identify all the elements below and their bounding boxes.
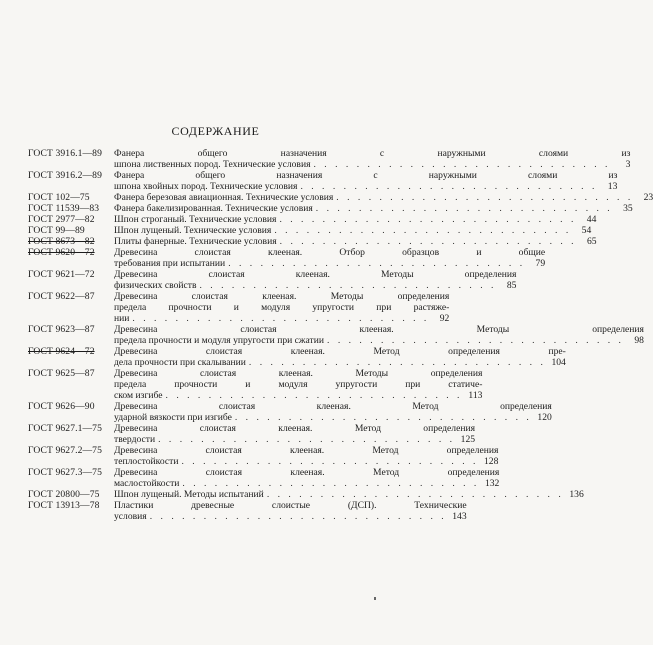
toc-entry <box>28 148 631 170</box>
entry-line-text: условия <box>114 511 147 522</box>
page-number: 44 <box>586 214 597 225</box>
leader-dots: . . . . . . . . . . . . . . . . . . . . . . . . . . . . <box>248 357 546 368</box>
entry-description <box>114 269 516 291</box>
standard-code: ГОСТ 9625—87 <box>28 368 95 379</box>
entry-description <box>114 346 566 368</box>
toc-entry <box>28 214 597 225</box>
entry-description <box>114 500 467 522</box>
entry-line <box>114 346 566 357</box>
standard-code: ГОСТ 11539—83 <box>28 203 100 214</box>
leader-dots: . . . . . . . . . . . . . . . . . . . . . . . . . . . . <box>274 225 572 236</box>
standard-code: ГОСТ 9627.2—75 <box>28 445 102 456</box>
standard-code: ГОСТ 9626—90 <box>28 401 95 412</box>
entry-description <box>114 236 597 247</box>
entry-line-text: физических свойств <box>114 280 197 291</box>
entry-line <box>114 269 516 280</box>
entry-line <box>114 324 644 335</box>
toc-entry <box>28 203 633 214</box>
standard-code: ГОСТ 9623—87 <box>28 324 95 335</box>
entry-line-text: теплостойкости <box>114 456 179 467</box>
entry-line-text: маслостойкости <box>114 478 180 489</box>
entry-description <box>114 423 475 445</box>
entry-line-text: Древесина слоистая клееная. Метод определения <box>114 401 552 412</box>
entry-line <box>114 258 545 269</box>
leader-dots: . . . . . . . . . . . . . . . . . . . . . . . . . . . . <box>336 192 634 203</box>
leader-dots: . . . . . . . . . . . . . . . . . . . . . . . . . . . . <box>279 214 577 225</box>
entry-description <box>114 445 498 467</box>
entry-line-text: ском изгибе <box>114 390 163 401</box>
entry-line <box>114 390 482 401</box>
entry-line-text: Шпон строганый. Технические условия <box>114 214 277 225</box>
leader-dots: . . . . . . . . . . . . . . . . . . . . . . . . . . . . <box>300 181 598 192</box>
entry-description <box>114 214 596 225</box>
entry-line-text: нии <box>114 313 130 324</box>
entry-line-text: предела прочности и модуля упругости при растяже- <box>114 302 450 313</box>
page-number: 143 <box>452 511 467 522</box>
entry-description <box>114 368 482 401</box>
entry-line-text: Древесина слоистая клееная. Отбор образцов и общие <box>114 247 546 258</box>
entry-line <box>114 280 516 291</box>
entry-line-text: Шпон лущеный. Технические условия <box>114 225 272 236</box>
entry-line-text: дела прочности при скалывании <box>114 357 246 368</box>
entry-line <box>114 401 552 412</box>
entry-line-text: твердости <box>114 434 156 445</box>
page-number: 35 <box>623 203 633 214</box>
standard-code: ГОСТ 9621—72 <box>28 269 95 280</box>
entry-description <box>114 203 633 214</box>
entry-description <box>114 148 630 170</box>
entry-description <box>114 489 584 500</box>
page-number: 92 <box>439 313 450 324</box>
entry-line <box>114 357 566 368</box>
page-number: 79 <box>535 258 546 269</box>
table-of-contents <box>28 148 653 522</box>
leader-dots: . . . . . . . . . . . . . . . . . . . . . . . . . . . . <box>234 412 532 423</box>
toc-entry <box>28 225 592 236</box>
entry-line <box>114 335 644 346</box>
toc-entry <box>28 423 476 445</box>
standard-code: ГОСТ 99—89 <box>28 225 85 236</box>
entry-line <box>114 379 482 390</box>
leader-dots: . . . . . . . . . . . . . . . . . . . . . . . . . . . . <box>165 390 463 401</box>
entry-line <box>114 445 498 456</box>
standard-code: ГОСТ 9627.1—75 <box>28 423 102 434</box>
toc-entry <box>28 489 584 500</box>
entry-description <box>114 247 545 269</box>
entry-line <box>114 148 630 159</box>
entry-line <box>114 467 499 478</box>
entry-description <box>114 291 449 324</box>
standard-code: ГОСТ 8673—82 <box>28 236 95 247</box>
entry-line-text: Древесина слоистая клееная. Методы определения <box>114 324 644 335</box>
standard-code: ГОСТ 9627.3—75 <box>28 467 102 478</box>
page-number: 104 <box>551 357 566 368</box>
standard-code: ГОСТ 9622—87 <box>28 291 95 302</box>
toc-entry <box>28 236 597 247</box>
entry-description <box>114 192 653 203</box>
standard-code: ГОСТ 102—75 <box>28 192 90 203</box>
standard-code: ГОСТ 13913—78 <box>28 500 100 511</box>
entry-line <box>114 423 475 434</box>
standard-code: ГОСТ 3916.1—89 <box>28 148 102 159</box>
leader-dots: . . . . . . . . . . . . . . . . . . . . . . . . . . . . <box>182 478 480 489</box>
entry-line-text: Шпон лущеный. Методы испытаний <box>114 489 264 500</box>
page-number: 125 <box>460 434 476 445</box>
toc-entry <box>28 324 644 346</box>
entry-line-text: предела прочности и модуля упругости при сжатии <box>114 335 325 346</box>
entry-line <box>114 170 617 181</box>
standard-code: ГОСТ 3916.2—89 <box>28 170 102 181</box>
entry-line <box>114 181 617 192</box>
toc-entry <box>28 500 467 522</box>
leader-dots: . . . . . . . . . . . . . . . . . . . . . . . . . . . . <box>315 203 613 214</box>
entry-description <box>114 225 591 236</box>
entry-line-text: Фанера общего назначения с наружными слоями из <box>114 170 618 181</box>
entry-line <box>114 236 597 247</box>
entry-line <box>114 412 552 423</box>
toc-entry <box>28 445 499 467</box>
page-number: 65 <box>586 236 597 247</box>
leader-dots: . . . . . . . . . . . . . . . . . . . . . . . . . . . . <box>228 258 526 269</box>
entry-line <box>114 192 653 203</box>
leader-dots: . . . . . . . . . . . . . . . . . . . . . . . . . . . . <box>132 313 430 324</box>
entry-line <box>114 489 584 500</box>
entry-line-text: шпона лиственных пород. Технические условия <box>114 159 311 170</box>
entry-line <box>114 313 449 324</box>
entry-line-text: Древесина слоистая клееная. Метод определения <box>114 467 500 478</box>
toc-entry <box>28 170 618 192</box>
entry-line <box>114 500 467 511</box>
entry-line <box>114 214 596 225</box>
entry-line <box>114 478 499 489</box>
toc-entry <box>28 401 552 423</box>
page-number: 128 <box>484 456 499 467</box>
page-number: 3 <box>625 159 631 170</box>
entry-line-text: Древесина слоистая клееная. Метод определения <box>114 445 499 456</box>
standard-code: ГОСТ 20800—75 <box>28 489 100 500</box>
leader-dots: . . . . . . . . . . . . . . . . . . . . . . . . . . . . <box>199 280 497 291</box>
entry-line <box>114 159 630 170</box>
entry-line <box>114 291 449 302</box>
leader-dots: . . . . . . . . . . . . . . . . . . . . . . . . . . . . <box>327 335 624 346</box>
page-number: 136 <box>569 489 584 500</box>
page-number: 54 <box>581 225 592 236</box>
entry-description <box>114 401 552 423</box>
toc-entry <box>28 247 546 269</box>
entry-line <box>114 225 591 236</box>
scan-speck <box>374 597 376 600</box>
page-number: 98 <box>634 335 644 346</box>
entry-line <box>114 302 449 313</box>
toc-entry <box>28 192 653 203</box>
entry-description <box>114 467 499 489</box>
entry-line-text: Древесина слоистая клееная. Методы определения <box>114 291 450 302</box>
entry-line-text: Древесина слоистая клееная. Методы определения <box>114 269 517 280</box>
toc-entry <box>28 269 517 291</box>
entry-line-text: ударной вязкости при изгибе <box>114 412 232 423</box>
standard-code: ГОСТ 2977—82 <box>28 214 95 225</box>
entry-line <box>114 247 545 258</box>
toc-entry <box>28 291 450 324</box>
page-number: 13 <box>607 181 618 192</box>
entry-line-text: шпона хвойных пород. Технические условия <box>114 181 298 192</box>
toc-entry <box>28 368 483 401</box>
entry-line-text: требования при испытании <box>114 258 226 269</box>
page-number: 85 <box>506 280 517 291</box>
page-number: 113 <box>468 390 483 401</box>
leader-dots: . . . . . . . . . . . . . . . . . . . . . . . . . . . . <box>158 434 456 445</box>
leader-dots: . . . . . . . . . . . . . . . . . . . . . . . . . . . . <box>279 236 577 247</box>
entry-line-text: Пластики древесные слоистые (ДСП). Технические <box>114 500 467 511</box>
standard-code: ГОСТ 9624—72 <box>28 346 95 357</box>
entry-description <box>114 170 617 192</box>
leader-dots: . . . . . . . . . . . . . . . . . . . . . . . . . . . . <box>266 489 564 500</box>
page-number: 120 <box>537 412 552 423</box>
page-number: 132 <box>484 478 500 489</box>
leader-dots: . . . . . . . . . . . . . . . . . . . . . . . . . . . . <box>313 159 611 170</box>
entry-line-text: Древесина слоистая клееная. Методы определения <box>114 368 483 379</box>
entry-line-text: предела прочности и модуля упругости при статиче- <box>114 379 483 390</box>
entry-line-text: Фанера бакелизированная. Технические условия <box>114 203 313 214</box>
entry-line-text: Фанера общего назначения с наружными слоями из <box>114 148 631 159</box>
entry-description <box>114 324 644 346</box>
entry-line <box>114 456 498 467</box>
page-number: 23 <box>643 192 653 203</box>
standard-code: ГОСТ 9620—72 <box>28 247 95 258</box>
entry-line <box>114 434 475 445</box>
entry-line-text: Плиты фанерные. Технические условия <box>114 236 277 247</box>
leader-dots: . . . . . . . . . . . . . . . . . . . . . . . . . . . . <box>181 456 479 467</box>
entry-line <box>114 203 633 214</box>
toc-entry <box>28 467 500 489</box>
toc-entry <box>28 346 566 368</box>
entry-line-text: Древесина слоистая клееная. Метод определения пре- <box>114 346 566 357</box>
entry-line <box>114 511 467 522</box>
page-title: СОДЕРЖАНИЕ <box>171 124 260 138</box>
entry-line-text: Древесина слоистая клееная. Метод определения <box>114 423 476 434</box>
entry-line <box>114 368 482 379</box>
leader-dots: . . . . . . . . . . . . . . . . . . . . . . . . . . . . <box>149 511 447 522</box>
entry-line-text: Фанера березовая авиационная. Технические условия <box>114 192 334 203</box>
